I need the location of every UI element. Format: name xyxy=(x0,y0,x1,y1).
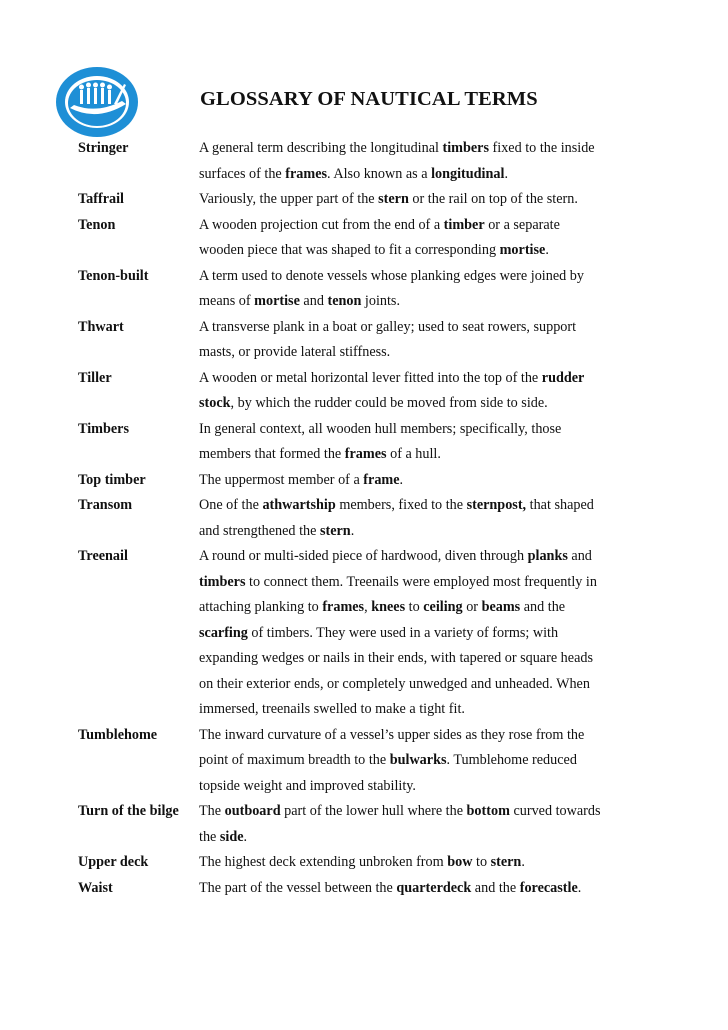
definition-line xyxy=(199,774,629,800)
glossary-definition xyxy=(199,366,629,417)
page-title: GLOSSARY OF NAUTICAL TERMS xyxy=(200,88,538,110)
definition-text: . xyxy=(577,879,582,896)
glossary-definition xyxy=(199,264,629,315)
glossary-entry xyxy=(78,876,638,902)
definition-line xyxy=(199,340,629,366)
glossary-definition xyxy=(199,493,629,544)
glossary-definition xyxy=(199,723,629,800)
definition-line xyxy=(199,595,629,621)
definition-text: immersed, treenails swelled to make a tight fit. xyxy=(199,701,465,717)
glossary-entry xyxy=(78,799,638,850)
definition-text: A round or multi-sided piece of hardwood, diven through xyxy=(199,548,528,564)
cross-reference-term: frames xyxy=(344,446,387,462)
definition-line xyxy=(199,570,629,596)
cross-reference-term: bottom xyxy=(466,803,510,819)
glossary-entry xyxy=(78,493,638,544)
definition-text: or xyxy=(462,599,482,615)
glossary-definition xyxy=(199,468,629,494)
glossary-entry xyxy=(78,366,638,417)
glossary-term: Tenon-built xyxy=(78,267,149,284)
definition-line xyxy=(199,799,629,825)
definition-text: means of xyxy=(199,293,255,309)
cross-reference-term: tenon xyxy=(327,293,362,309)
cross-reference-term: planks xyxy=(527,548,568,564)
definition-text: to xyxy=(405,599,424,615)
glossary-term: Turn of the bilge xyxy=(78,803,179,819)
cross-reference-term: knees xyxy=(371,599,406,615)
definition-line xyxy=(199,187,629,213)
glossary-definition xyxy=(199,315,629,366)
definition-text: members, fixed to the xyxy=(335,497,467,513)
definition-line xyxy=(199,748,629,774)
definition-line xyxy=(199,850,629,876)
definition-text: or the rail on top of the stern. xyxy=(408,191,578,207)
cross-reference-term: timber xyxy=(443,216,485,233)
glossary-term: Tiller xyxy=(78,369,112,386)
definition-text: or a separate xyxy=(484,216,560,233)
definition-text: to connect them. Treenails were employed most frequently in xyxy=(245,573,597,590)
definition-text: A transverse plank in a boat or galley; used to seat rowers, support xyxy=(199,318,577,335)
cross-reference-term: stock xyxy=(199,395,231,411)
glossary-entry xyxy=(78,723,638,800)
definition-text: A wooden projection cut from the end of a xyxy=(199,216,444,233)
cross-reference-term: quarterdeck xyxy=(396,879,472,896)
definition-text: A term used to denote vessels whose planking edges were joined by xyxy=(199,267,584,284)
definition-text: point of maximum breadth to the xyxy=(199,752,390,768)
definition-text: members that formed the xyxy=(199,446,345,462)
definition-line xyxy=(199,391,629,417)
definition-line xyxy=(199,544,629,570)
definition-text: . xyxy=(545,242,549,258)
definition-line xyxy=(199,264,629,290)
cross-reference-term: athwartship xyxy=(262,497,336,513)
definition-text: on their exterior ends, or completely unwedged and unheaded. When xyxy=(199,675,590,692)
definition-text: the xyxy=(199,828,220,845)
definition-text: One of the xyxy=(199,497,263,513)
cross-reference-term: rudder xyxy=(541,369,585,386)
definition-text: The xyxy=(199,803,225,819)
definition-text: , xyxy=(364,599,372,615)
definition-text: Variously, the upper part of the xyxy=(199,191,379,207)
cross-reference-term: side xyxy=(219,828,244,845)
definition-text: . xyxy=(399,471,404,488)
definition-text: wooden piece that was shaped to fit a corresponding xyxy=(199,242,500,258)
definition-text: attaching planking to xyxy=(199,599,323,615)
definition-text: The inward curvature of a vessel’s upper sides as they rose from the xyxy=(199,726,585,743)
definition-text: curved towards xyxy=(509,803,601,819)
definition-line xyxy=(199,723,629,749)
cross-reference-term: frame xyxy=(363,471,400,488)
definition-text: . Tumblehome reduced xyxy=(446,752,577,768)
glossary-term: Waist xyxy=(78,879,113,896)
galley-ship-logo-icon xyxy=(54,64,140,140)
cross-reference-term: outboard xyxy=(224,803,281,819)
definition-text: A general term describing the longitudinal xyxy=(199,140,443,156)
glossary-definition xyxy=(199,417,629,468)
cross-reference-term: bulwarks xyxy=(389,752,447,768)
glossary-term: Upper deck xyxy=(78,854,149,870)
glossary-term: Stringer xyxy=(78,140,129,156)
cross-reference-term: ceiling xyxy=(423,599,463,615)
cross-reference-term: mortise xyxy=(254,293,300,309)
definition-text: The uppermost member of a xyxy=(199,471,364,488)
glossary-term: Top timber xyxy=(78,471,146,488)
definition-text: In general context, all wooden hull members; specifically, those xyxy=(199,420,562,437)
definition-text: part of the lower hull where the xyxy=(280,803,467,819)
glossary-definition xyxy=(199,799,629,850)
glossary-definition xyxy=(199,544,629,723)
glossary-entry xyxy=(78,850,638,876)
definition-line xyxy=(199,213,629,239)
glossary-entry xyxy=(78,264,638,315)
cross-reference-term: timbers xyxy=(199,573,246,590)
glossary-entry xyxy=(78,468,638,494)
definition-line xyxy=(199,162,629,188)
definition-text: of a hull. xyxy=(386,446,441,462)
definition-text: and the xyxy=(471,879,520,896)
definition-line xyxy=(199,697,629,723)
definition-text: . xyxy=(350,522,355,539)
cross-reference-term: scarfing xyxy=(199,624,248,641)
cross-reference-term: stern xyxy=(490,854,522,870)
definition-line xyxy=(199,315,629,341)
glossary-entry xyxy=(78,544,638,723)
cross-reference-term: longitudinal xyxy=(431,165,505,182)
definition-line xyxy=(199,825,629,851)
definition-line xyxy=(199,876,629,902)
definition-text: The part of the vessel between the xyxy=(199,879,397,896)
definition-text: joints. xyxy=(361,293,401,309)
definition-line xyxy=(199,238,629,264)
glossary-term: Timbers xyxy=(78,420,129,437)
glossary-term: Tumblehome xyxy=(78,726,158,743)
glossary-term: Tenon xyxy=(78,216,116,233)
definition-text: to xyxy=(472,854,491,870)
glossary-definition xyxy=(199,876,629,902)
glossary-definition xyxy=(199,136,629,187)
definition-text: The highest deck extending unbroken from xyxy=(199,854,448,870)
definition-text: . xyxy=(504,165,508,182)
definition-text: and strengthened the xyxy=(199,522,320,539)
definition-text: , by which the rudder could be moved from side to side. xyxy=(230,395,548,411)
glossary-term: Thwart xyxy=(78,318,124,335)
definition-line xyxy=(199,442,629,468)
definition-text: fixed to the inside xyxy=(489,140,595,156)
glossary-definition xyxy=(199,213,629,264)
definition-text: of timbers. They were used in a variety of forms; with xyxy=(247,624,559,641)
glossary-definition xyxy=(199,850,629,876)
glossary-entry xyxy=(78,187,638,213)
definition-line xyxy=(199,468,629,494)
cross-reference-term: mortise xyxy=(499,242,546,258)
cross-reference-term: timbers xyxy=(442,140,489,156)
glossary-entry xyxy=(78,417,638,468)
definition-text: . Also known as a xyxy=(327,165,432,182)
definition-text: masts, or provide lateral stiffness. xyxy=(199,344,391,360)
cross-reference-term: frames xyxy=(322,599,365,615)
cross-reference-term: sternpost, xyxy=(466,497,527,513)
cross-reference-term: stern xyxy=(319,522,351,539)
glossary-list xyxy=(78,136,638,901)
definition-text: that shaped xyxy=(526,497,594,513)
cross-reference-term: bow xyxy=(447,854,473,870)
definition-text: and xyxy=(567,548,592,564)
cross-reference-term: frames xyxy=(285,165,328,182)
glossary-term: Taffrail xyxy=(78,191,124,207)
definition-text: and the xyxy=(520,599,566,615)
definition-text: surfaces of the xyxy=(199,165,286,182)
cross-reference-term: beams xyxy=(481,599,521,615)
glossary-entry xyxy=(78,315,638,366)
glossary-entry xyxy=(78,213,638,264)
definition-line xyxy=(199,417,629,443)
glossary-entry xyxy=(78,136,638,187)
cross-reference-term: stern xyxy=(378,191,409,207)
definition-line xyxy=(199,646,629,672)
definition-text: topside weight and improved stability. xyxy=(199,777,416,794)
definition-text: A wooden or metal horizontal lever fitted into the top of the xyxy=(199,369,542,386)
definition-line xyxy=(199,493,629,519)
definition-line xyxy=(199,672,629,698)
definition-line xyxy=(199,519,629,545)
glossary-term: Treenail xyxy=(78,548,128,564)
definition-line xyxy=(199,621,629,647)
definition-line xyxy=(199,136,629,162)
definition-text: expanding wedges or nails in their ends, with tapered or square heads xyxy=(199,650,593,666)
glossary-term: Transom xyxy=(78,497,133,513)
definition-text: and xyxy=(299,293,328,309)
glossary-definition xyxy=(199,187,629,213)
definition-line xyxy=(199,366,629,392)
definition-text: . xyxy=(521,854,525,870)
definition-line xyxy=(199,289,629,315)
definition-text: . xyxy=(243,828,248,845)
cross-reference-term: forecastle xyxy=(519,879,578,896)
